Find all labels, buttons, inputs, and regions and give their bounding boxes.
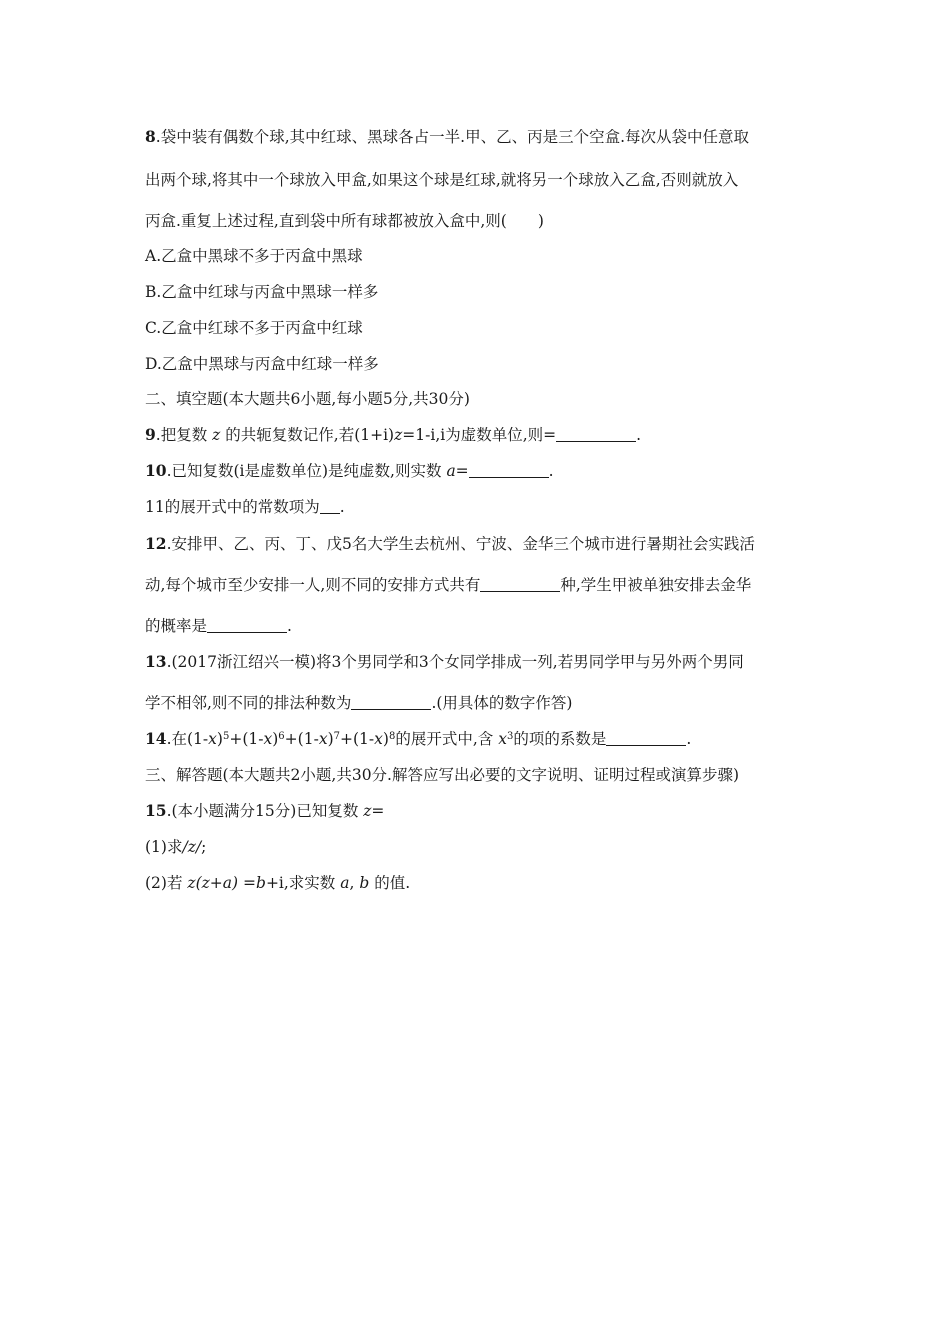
q12-text-3: 的概率是 <box>145 617 208 635</box>
q12-line-1 <box>145 534 755 554</box>
q15-part2-end: 的值. <box>374 874 411 892</box>
section-3-heading: 三、解答题(本大题共2小题,共30分.解答应写出必要的文字说明、证明过程或演算步骤) <box>145 766 740 784</box>
q8-option-d: D.乙盒中黑球与丙盒中红球一样多 <box>145 355 379 373</box>
q13-text-2a: 学不相邻,则不同的排法种数为 <box>145 694 352 712</box>
q15-part2-comma: , <box>349 874 355 892</box>
q14-x1: x <box>208 730 217 748</box>
q9-var-z2: z <box>394 426 403 444</box>
q14-text-d: +(1- <box>340 730 375 748</box>
q12-text-2b: 种,学生甲被单独安排去金华 <box>560 576 752 594</box>
q15-part2-expr: z(z+a) <box>187 874 239 892</box>
q8-text-1: .袋中装有偶数个球,其中红球、黑球各占一半.甲、乙、丙是三个空盒.每次从袋中任意取 <box>155 128 750 146</box>
q10-text: .已知复数(i是虚数单位)是纯虚数,则实数 <box>166 462 442 480</box>
q13-answer-blank <box>351 695 431 710</box>
q15-var-z: z= <box>363 802 385 820</box>
q12-line-2 <box>145 575 751 595</box>
q9-text-a: .把复数 <box>155 426 208 444</box>
q12-line-3 <box>145 616 292 636</box>
q15-part1-end: ; <box>201 838 207 856</box>
q14-x5: x <box>498 730 507 748</box>
q14-exp-3: 7 <box>333 731 340 742</box>
q9-answer-blank <box>556 427 636 442</box>
q14-exp-2: 6 <box>278 731 285 742</box>
q15-part2-eq: = <box>243 874 256 892</box>
q9-var-z: z <box>212 426 221 444</box>
q8-option-c: C.乙盒中红球不多于丙盒中红球 <box>145 319 363 337</box>
q13-line-2 <box>145 693 572 713</box>
q12-number: 12 <box>145 534 167 553</box>
q15-number: 15 <box>145 801 167 820</box>
q8-number: 8 <box>145 127 156 146</box>
q14-x3: x <box>318 730 328 748</box>
q8-line-1 <box>145 127 749 147</box>
q10-number: 10 <box>145 461 167 480</box>
q9-end: . <box>636 426 642 444</box>
q15-part1-text: (1)求 <box>145 838 183 856</box>
q14-exp-5: 3 <box>506 731 514 742</box>
q12-text-2a: 动,每个城市至少安排一人,则不同的安排方式共有 <box>145 576 481 594</box>
q11-end: . <box>339 498 345 516</box>
q14-exp-4: 8 <box>388 731 396 742</box>
q9-text-b: 的共轭复数记作,若(1+i) <box>225 426 395 444</box>
q14-text-c: +(1- <box>284 730 319 748</box>
q15-part-1 <box>145 837 206 857</box>
q14-text-a: .在(1- <box>166 730 209 748</box>
q15-part2-text-a: (2)若 <box>145 874 183 892</box>
q14-text-e: 的展开式中,含 <box>395 730 494 748</box>
q14-number: 14 <box>145 729 167 748</box>
q10-end: . <box>548 462 554 480</box>
q10-answer-blank <box>469 463 549 478</box>
q11-answer-blank <box>320 499 340 514</box>
q9-text-c: =1-i,i为虚数单位,则= <box>402 426 557 444</box>
q15-text: .(本小题满分15分)已知复数 <box>166 802 359 820</box>
q11-number: 11 <box>145 498 165 516</box>
q14-text-b: +(1- <box>229 730 264 748</box>
q12-end: . <box>287 617 292 635</box>
q8-line-2: 出两个球,将其中一个球放入甲盒,如果这个球是红球,就将另一个球放入乙盒,否则就放入 <box>145 171 739 189</box>
q10-var-a: a= <box>446 462 469 480</box>
q12-answer-blank-1 <box>480 577 560 592</box>
q14-x2: x <box>263 730 273 748</box>
q15-part2-b2: b <box>359 874 370 892</box>
q8-option-b: B.乙盒中红球与丙盒中黑球一样多 <box>145 283 379 301</box>
q15-part2-text-e: +i,求实数 <box>265 874 336 892</box>
q15-part2-b: b <box>256 874 266 892</box>
q15-part1-abs: /z/ <box>182 838 202 856</box>
q14-text-f: 的项的系数是 <box>513 730 607 748</box>
q11-line <box>145 497 345 517</box>
q13-line-1 <box>145 652 744 672</box>
q11-text: 的展开式中的常数项为 <box>164 498 320 516</box>
q12-answer-blank-2 <box>207 618 287 633</box>
q12-text-1: .安排甲、乙、丙、丁、戊5名大学生去杭州、宁波、金华三个城市进行暑期社会实践活 <box>166 535 755 553</box>
q15-line <box>145 801 384 821</box>
q9-line <box>145 425 641 445</box>
q14-line: 14.在$(1-x)^5+(1-x)^6+(1-x)^7+(1-x)^8$的展开式中,含 $x^3$的项的系数是 . <box>145 729 692 748</box>
q8-option-a: A.乙盒中黑球不多于丙盒中黑球 <box>145 247 363 265</box>
q14-x4: x <box>374 730 383 748</box>
q8-line-3: 丙盒.重复上述过程,直到袋中所有球都被放入盒中,则( ) <box>145 212 544 230</box>
q13-number: 13 <box>145 652 167 671</box>
q9-number: 9 <box>145 425 156 444</box>
q14-exp-1: 5 <box>222 731 230 742</box>
q14-answer-blank <box>606 731 686 746</box>
q15-part-2 <box>145 873 410 893</box>
q13-text-2b: .(用具体的数字作答) <box>431 694 573 712</box>
q14-end: . <box>686 730 692 748</box>
q15-part2-a: a <box>340 874 350 892</box>
section-2-heading: 二、填空题(本大题共6小题,每小题5分,共30分) <box>145 390 470 408</box>
q10-line <box>145 461 554 481</box>
q13-text-1: .(2017浙江绍兴一模)将3个男同学和3个女同学排成一列,若男同学甲与另外两个男同 <box>166 653 744 671</box>
